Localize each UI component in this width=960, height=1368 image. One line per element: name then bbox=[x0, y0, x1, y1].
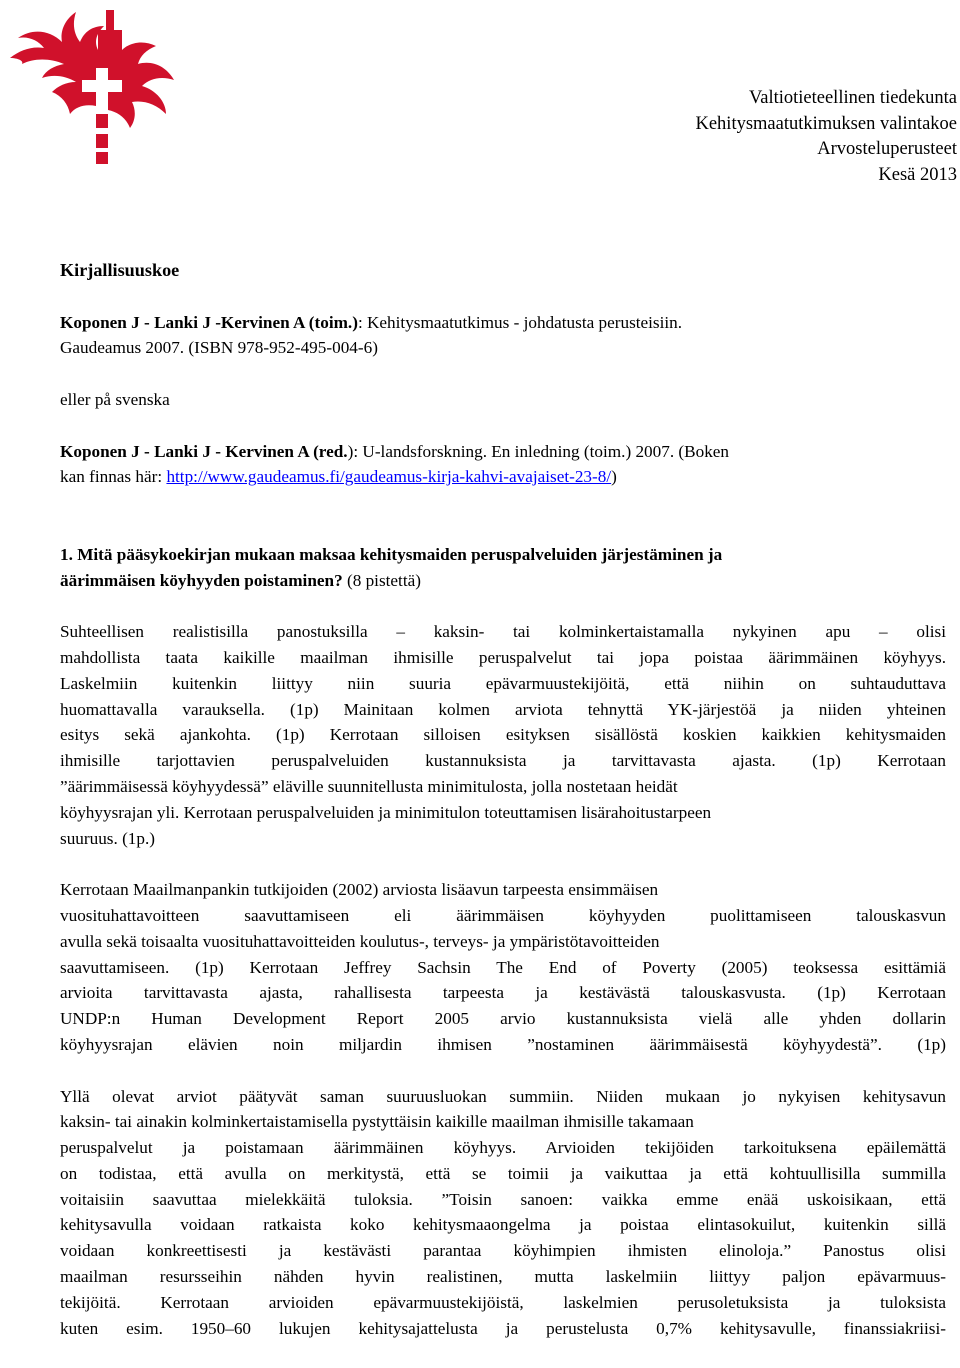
paragraph-line: vuosituhattavoitteen saavuttamiseen eli äärimmäisen köyhyyden puolittamiseen talouskasvun bbox=[60, 905, 946, 925]
question-heading bbox=[60, 542, 946, 594]
paragraph-line: Yllä olevat arviot päätyvät saman suuruusluokan summiin. Niiden mukaan jo nykyisen kehitysavun bbox=[60, 1086, 946, 1106]
paragraph-line: peruspalvelut ja poistamaan äärimmäinen köyhyys. Arvioiden tekijöiden tarkoituksena epäilemättä bbox=[60, 1138, 946, 1158]
reference-finnish bbox=[60, 310, 946, 362]
paragraph-line: ihmisille tarjottavien peruspalveluiden kustannuksista ja tarvittavasta ajasta. (1p) Kerrotaan bbox=[60, 751, 946, 771]
document-header bbox=[695, 86, 957, 189]
paragraph-line: köyhyysrajan yli. Kerrotaan peruspalveluiden ja minimitulon toteuttamisen lisärahoitustarpeen bbox=[60, 802, 712, 822]
paragraph-line: ”äärimmäisessä köyhyydessä” eläville suunnitellusta minimitulosta, jolla nostetaan heidät bbox=[60, 776, 678, 796]
paragraph-line: arvioita tarvittavasta ajasta, rahallisesta tarpeesta ja kestävästä talouskasvusta. (1p) Kerrotaan bbox=[60, 983, 946, 1003]
paragraph-line: Laskelmiin kuitenkin liittyy niin suuria epävarmuustekijöitä, että niihin on suhtauduttava bbox=[60, 673, 946, 693]
exam-name: Kehitysmaatutkimuksen valintakoe bbox=[695, 113, 957, 134]
exam-date: Kesä 2013 bbox=[878, 165, 957, 186]
paragraph-line: kehitysavulla voidaan ratkaista koko kehitysmaaongelma ja poistaa elintasokuilut, kuitenkin sillä bbox=[60, 1215, 946, 1235]
university-flame-logo bbox=[6, 6, 178, 168]
reference-authors: Koponen J - Lanki J -Kervinen A (toim.) bbox=[60, 312, 358, 332]
faculty-name: Valtiotieteellinen tiedekunta bbox=[748, 88, 957, 108]
book-link-suffix: ) bbox=[611, 467, 617, 487]
reference-swedish bbox=[60, 439, 946, 491]
paragraph-line: Suhteellisen realistisilla panostuksilla – kaksin- tai kolminkertaistamalla nykyinen apu – olisi bbox=[60, 622, 946, 642]
paragraph-line: on todistaa, että avulla on merkitystä, että se toimii ja vaikuttaa ja että kohtuullisilla summilla bbox=[60, 1163, 946, 1183]
paragraph-line: tekijöitä. Kerrotaan arvioiden epävarmuustekijöistä, laskelmien perusoletuksista ja tuloksista bbox=[60, 1292, 946, 1312]
paragraph-line: voitaisiin saavuttaa mielekkäitä tuloksia. ”Toisin sanoen: vaikka emme enää uskoisikaan, että bbox=[60, 1189, 946, 1209]
paragraph-line: kaksin- tai ainakin kolminkertaistamisella pystyttäisin kaikille maailman ihmisille takamaan bbox=[60, 1112, 694, 1132]
reference-title-sv: ): U-landsforskning. En inledning (toim.) 2007. (Boken bbox=[347, 441, 730, 461]
answer-paragraph-2 bbox=[60, 877, 946, 1058]
book-link-prefix: kan finnas här: bbox=[60, 467, 167, 487]
paragraph-line: voidaan konkreettisesti ja kestävästi parantaa köyhimpien ihmisten elinoloja.” Panostus olisi bbox=[60, 1241, 946, 1261]
paragraph-line: huomattavalla varauksella. (1p) Mainitaan kolmen arviota tehnyttä YK-järjestöä ja niiden yhteinen bbox=[60, 699, 946, 719]
paragraph-line: avulla sekä toisaalta vuosituhattavoitteiden koulutus-, terveys- ja ympäristötavoitteiden bbox=[60, 931, 660, 951]
paragraph-line: saavuttamiseen. (1p) Kerrotaan Jeffrey Sachsin The End of Poverty (2005) teoksessa esittämiä bbox=[60, 957, 946, 977]
paragraph-line: esitys sekä ajankohta. (1p) Kerrotaan silloisen esityksen sisällöstä koskien kaikkien kehitysmaiden bbox=[60, 725, 946, 745]
question-line: äärimmäisen köyhyyden poistaminen? bbox=[60, 570, 343, 590]
reference-title: : Kehitysmaatutkimus - johdatusta perusteisiin. bbox=[357, 312, 683, 332]
alternative-note: eller på svenska bbox=[60, 389, 170, 409]
paragraph-line: suuruus. (1p.) bbox=[60, 828, 156, 848]
reference-authors-sv: Koponen J - Lanki J - Kervinen A (red. bbox=[60, 441, 348, 461]
answer-paragraph-3 bbox=[60, 1084, 946, 1342]
document-type: Arvosteluperusteet bbox=[817, 139, 957, 160]
paragraph-line: Kerrotaan Maailmanpankin tutkijoiden (2002) arviosta lisäavun tarpeesta ensimmäisen bbox=[60, 880, 659, 900]
gaudeamus-link[interactable]: http://www.gaudeamus.fi/gaudeamus-kirja-kahvi-avajaiset-23-8/ bbox=[166, 467, 612, 487]
paragraph-line: mahdollista taata kaikille maailman ihmisille peruspalvelut tai jopa poistaa äärimmäinen köyhyys. bbox=[60, 647, 946, 667]
document-body bbox=[60, 258, 946, 1341]
question-line: 1. Mitä pääsykoekirjan mukaan maksaa kehitysmaiden peruspalveluiden järjestäminen ja bbox=[60, 544, 723, 564]
paragraph-line: maailman resursseihin nähden hyvin realistinen, mutta laskelmiin liittyy paljon epävarmuus- bbox=[60, 1267, 946, 1287]
paragraph-line: köyhyysrajan elävien noin miljardin ihmisen ”nostaminen äärimmäisestä köyhyydestä”. (1p) bbox=[60, 1034, 946, 1054]
answer-paragraph-1 bbox=[60, 619, 946, 851]
reference-publisher: Gaudeamus 2007. (ISBN 978-952-495-004-6) bbox=[60, 338, 378, 358]
paragraph-line: UNDP:n Human Development Report 2005 arvio kustannuksista vielä alle yhden dollarin bbox=[60, 1009, 946, 1029]
question-points: (8 pistettä) bbox=[342, 570, 421, 590]
paragraph-line: kuten esim. 1950–60 lukujen kehitysajattelusta ja perustelusta 0,7% kehitysavulle, finanssiakriisi- bbox=[60, 1318, 946, 1338]
section-title: Kirjallisuuskoe bbox=[60, 260, 180, 280]
